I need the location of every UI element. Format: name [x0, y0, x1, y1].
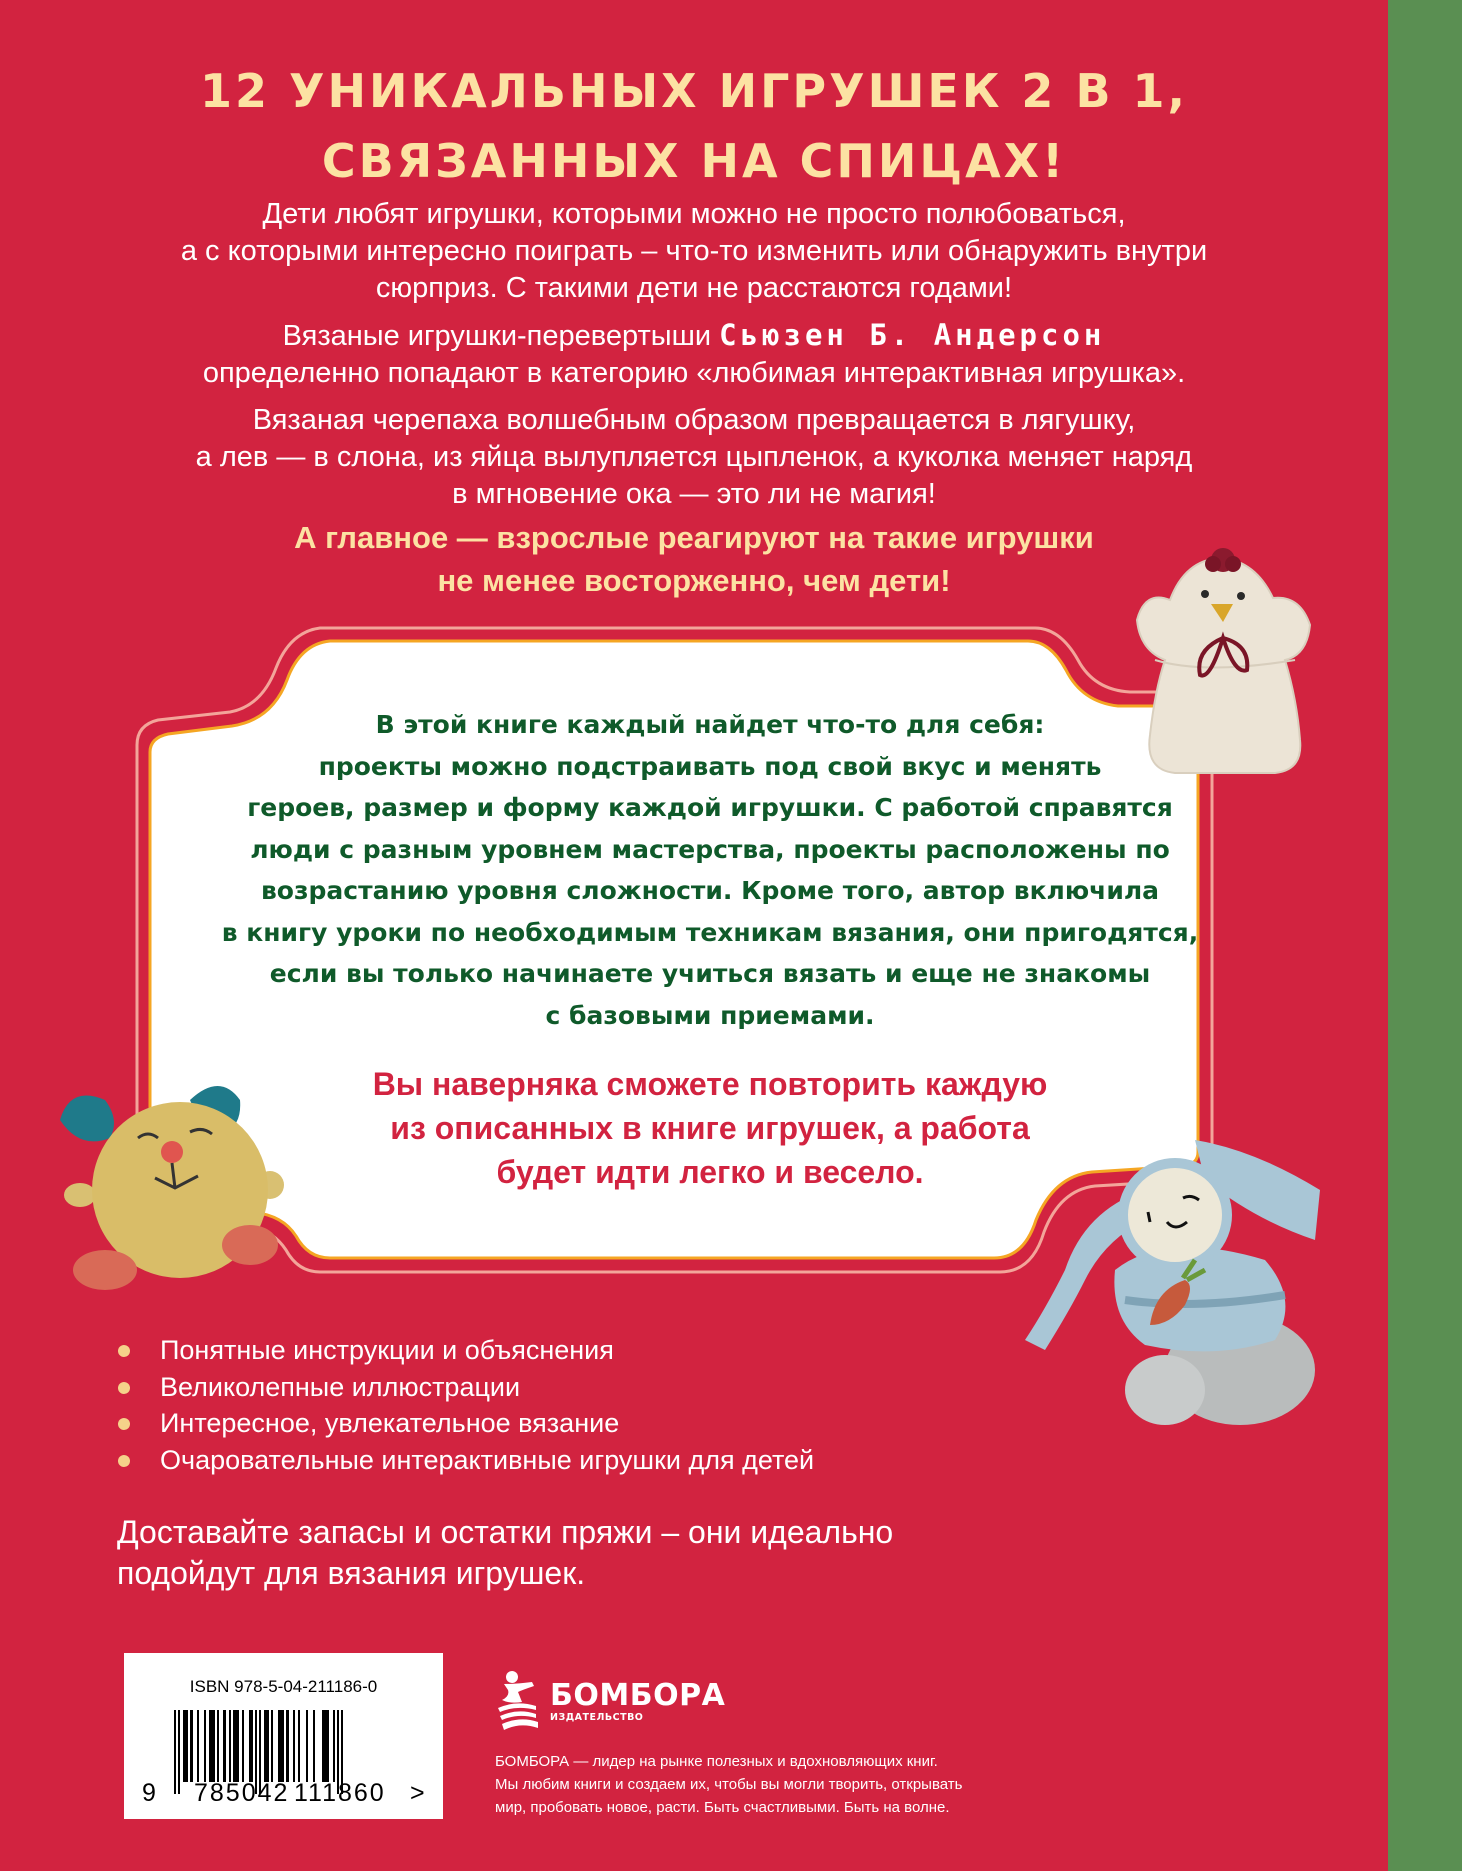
feature-label: Очаровательные интерактивные игрушки для детей — [160, 1444, 815, 1475]
intro-p3-line2: а лев — в слона, из яйца вылупляется цыпленок, а куколка меняет наряд — [195, 441, 1193, 473]
about-line-3: мир, пробовать новое, расти. Быть счастливыми. Быть на волне. — [495, 1799, 950, 1816]
feature-label: Понятные инструкции и объяснения — [160, 1335, 614, 1365]
bullet-dot-icon — [118, 1382, 130, 1394]
publisher-name: БОМБОРА — [550, 1677, 726, 1713]
logo-text — [550, 1677, 726, 1723]
headline-line-1: 12 УНИКАЛЬНЫХ ИГРУШЕК 2 В 1, — [199, 64, 1189, 118]
yarn-line-1: Доставайте запасы и остатки пряжи – они идеально — [117, 1514, 894, 1550]
box-line: возрастанию уровня сложности. Кроме того, автор включила — [260, 876, 1160, 905]
isbn-label: ISBN 978-5-04-211186-0 — [189, 1677, 378, 1696]
about-line-2: Мы любим книги и создаем их, чтобы вы могли творить, открывать — [495, 1776, 963, 1793]
publisher-logo — [496, 1670, 725, 1732]
bear-toy-image — [30, 1080, 290, 1295]
box-red-line: будет идти легко и весело. — [496, 1154, 924, 1190]
intro-p2-line2: определенно попадают в категорию «любимая интерактивная игрушка». — [202, 357, 1186, 389]
spine-stripe — [1388, 0, 1462, 1871]
bunny-toy-image — [1015, 1130, 1325, 1430]
feature-label: Интересное, увлекательное вязание — [160, 1408, 620, 1438]
yarn-callout — [117, 1512, 1217, 1594]
box-line: в книгу уроки по необходимым техникам вязания, они пригодятся, — [221, 917, 1199, 947]
feature-item — [118, 1405, 814, 1442]
box-line: В этой книге каждый найдет что-то для себя: — [375, 710, 1045, 739]
box-description — [160, 704, 1260, 1036]
feature-item — [118, 1442, 814, 1479]
box-red-line: из описанных в книге игрушек, а работа — [390, 1110, 1030, 1146]
highlight-line-1: А главное — взрослые реагируют на такие игрушки — [294, 520, 1094, 555]
about-line-1: БОМБОРА — лидер на рынке полезных и вдохновляющих книг. — [495, 1753, 938, 1770]
feature-item — [118, 1369, 814, 1406]
isbn-arrow: > — [410, 1779, 425, 1807]
publisher-about — [495, 1750, 1095, 1819]
box-line: если вы только начинаете учиться вязать и еще не знакомы — [269, 959, 1151, 988]
headline-line-2: СВЯЗАННЫХ НА СПИЦАХ! — [321, 134, 1067, 188]
bombora-surfer-icon — [496, 1670, 540, 1732]
box-line: с базовыми приемами. — [545, 1000, 875, 1030]
intro-p1-line1: Дети любят игрушки, которыми можно не просто полюбоваться, — [262, 198, 1126, 230]
publisher-subtitle: ИЗДАТЕЛЬСТВО — [550, 1711, 644, 1723]
isbn-digit-group-1: 785042 — [194, 1779, 290, 1807]
box-line: проекты можно подстраивать под свой вкус и менять — [318, 751, 1102, 781]
highlight-line-2: не менее восторженно, чем дети! — [437, 563, 951, 598]
feature-item — [118, 1332, 814, 1369]
box-line: героев, размер и форму каждой игрушки. С работой справятся — [247, 793, 1173, 822]
isbn-digit-first: 9 — [142, 1779, 156, 1807]
bullet-dot-icon — [118, 1455, 130, 1467]
box-line: люди с разным уровнем мастерства, проекты расположены по — [250, 834, 1170, 864]
bullet-dot-icon — [118, 1345, 130, 1357]
intro-p3-line3: в мгновение ока — это ли не магия! — [452, 478, 936, 510]
bullet-dot-icon — [118, 1418, 130, 1430]
author-name: Сьюзен Б. Андерсон — [719, 318, 1106, 352]
chicken-toy-image — [1125, 540, 1325, 775]
feature-list — [118, 1332, 814, 1478]
isbn-barcode — [124, 1653, 443, 1819]
box-red-line: Вы наверняка сможете повторить каждую — [372, 1066, 1048, 1102]
feature-label: Великолепные иллюстрации — [160, 1371, 521, 1402]
intro-p1-line2: а с которыми интересно поиграть – что-то изменить или обнаружить внутри — [180, 235, 1208, 267]
yarn-line-2: подойдут для вязания игрушек. — [117, 1555, 586, 1591]
isbn-digit-group-2: 111860 — [294, 1779, 386, 1807]
intro-p1-line3: сюрприз. С такими дети не расстаются годами! — [375, 272, 1013, 304]
intro-p2-prefix: Вязаные игрушки-перевертыши — [282, 320, 720, 352]
intro-p3-line1: Вязаная черепаха волшебным образом превращается в лягушку, — [252, 404, 1136, 436]
